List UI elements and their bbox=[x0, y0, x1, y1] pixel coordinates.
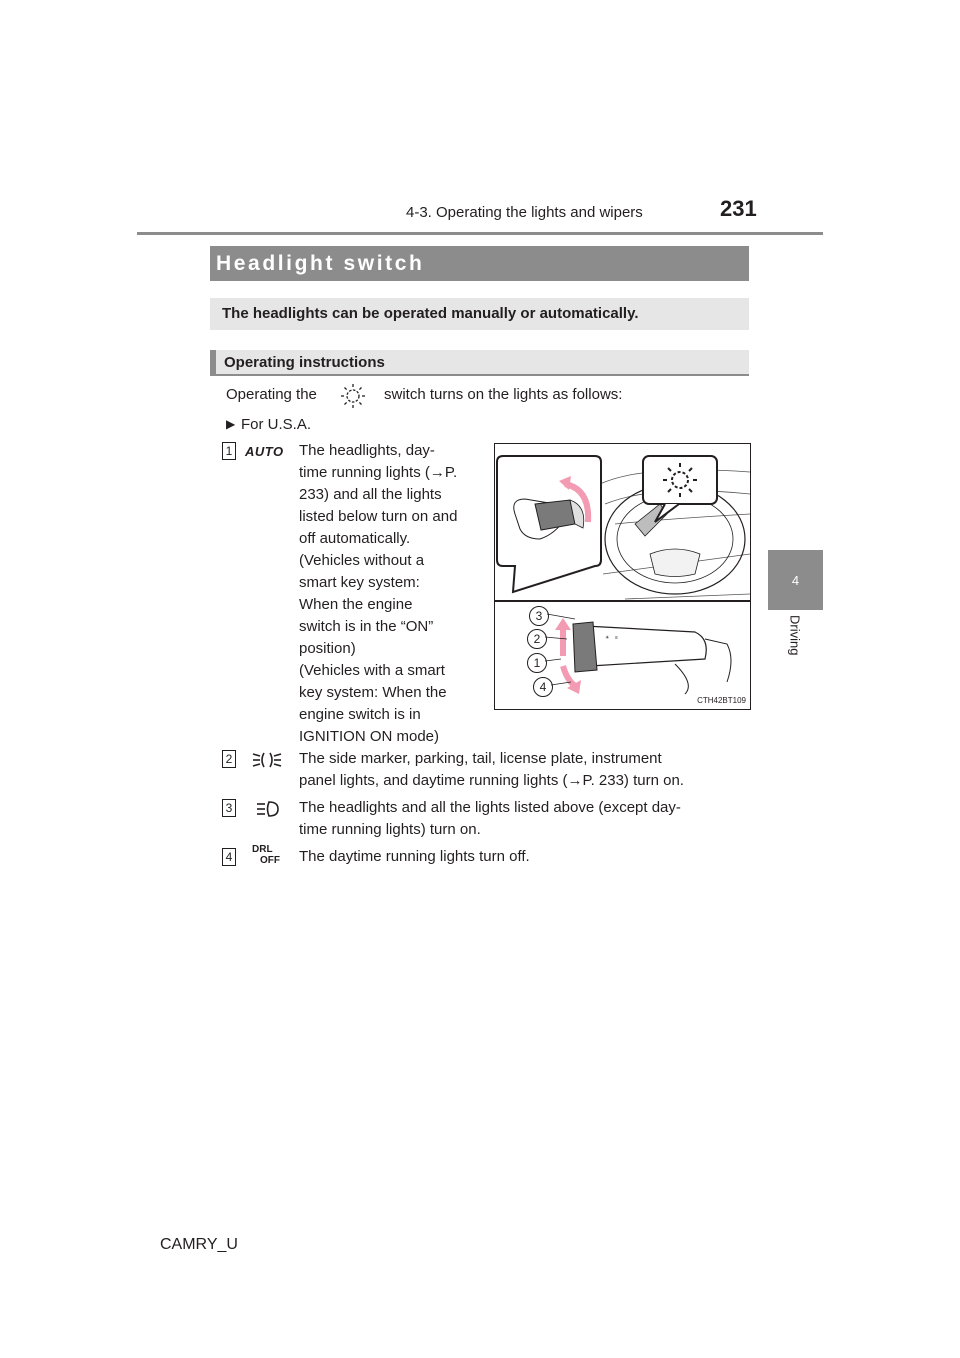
intro-box bbox=[210, 298, 749, 330]
headlight-icon bbox=[254, 799, 280, 819]
text-line: 233) and all the lights bbox=[299, 486, 442, 503]
drl-label: DRL bbox=[252, 844, 273, 855]
section-title-bar bbox=[210, 246, 749, 281]
text-line: (Vehicles with a smart bbox=[299, 662, 445, 679]
text-line: The side marker, parking, tail, license plate, instrument bbox=[299, 750, 662, 767]
text-line: time running lights (→P. bbox=[299, 464, 458, 481]
item-number-badge: 2 bbox=[222, 750, 236, 768]
callout-number: 3 bbox=[529, 606, 549, 626]
item-1-description bbox=[299, 440, 475, 748]
text-line: panel lights, and daytime running lights (→P. 233) turn on. bbox=[299, 772, 684, 789]
text-line: The headlights and all the lights listed above (except day- bbox=[299, 799, 681, 816]
svg-text:≡: ≡ bbox=[615, 635, 618, 641]
chapter-label: Driving bbox=[787, 615, 803, 656]
parking-lights-icon bbox=[250, 750, 284, 770]
item-3-description bbox=[299, 797, 745, 841]
text-line: position) bbox=[299, 640, 356, 657]
text-line: switch is in the “ON” bbox=[299, 618, 434, 635]
item-number-badge: 3 bbox=[222, 799, 236, 817]
text-line: (Vehicles without a bbox=[299, 552, 425, 569]
header-divider bbox=[137, 232, 823, 235]
section-title: Headlight switch bbox=[216, 252, 425, 275]
callout-number: 4 bbox=[533, 677, 553, 697]
sub-heading-text: Operating instructions bbox=[224, 354, 385, 371]
chapter-tab bbox=[768, 550, 823, 610]
sub-heading bbox=[210, 350, 749, 376]
region-label: For U.S.A. bbox=[241, 416, 312, 433]
text-line: When the engine bbox=[299, 596, 413, 613]
item-number-badge: 4 bbox=[222, 848, 236, 866]
text-line: off automatically. bbox=[299, 530, 411, 547]
text-line: The headlights, day- bbox=[299, 442, 435, 459]
off-label: OFF bbox=[260, 855, 280, 866]
region-arrow-icon: ▶ bbox=[226, 417, 236, 431]
chapter-number: 4 bbox=[791, 572, 800, 588]
operating-text-end: switch turns on the lights as follows: bbox=[384, 386, 623, 403]
text-line: listed below turn on and bbox=[299, 508, 458, 525]
page-number: 231 bbox=[720, 196, 757, 221]
svg-text:☀: ☀ bbox=[605, 635, 610, 641]
text-line: smart key system: bbox=[299, 574, 420, 591]
intro-text: The headlights can be operated manually or automatically. bbox=[222, 305, 639, 322]
headlight-switch-figure bbox=[494, 443, 751, 710]
operating-text-start: Operating the bbox=[226, 386, 317, 403]
text-line: IGNITION ON mode) bbox=[299, 728, 440, 745]
footer-model-code: CAMRY_U bbox=[160, 1236, 238, 1253]
auto-icon: AUTO bbox=[245, 444, 284, 459]
sub-heading-accent bbox=[210, 350, 216, 376]
text-line: engine switch is in bbox=[299, 706, 421, 723]
figure-caption: CTH42BT109 bbox=[697, 696, 746, 705]
text-line: key system: When the bbox=[299, 684, 447, 701]
drl-off-icon bbox=[252, 844, 286, 866]
light-switch-icon bbox=[340, 383, 366, 409]
item-4-description bbox=[299, 846, 745, 868]
text-line: The daytime running lights turn off. bbox=[299, 848, 530, 865]
item-2-description bbox=[299, 748, 745, 792]
callout-number: 1 bbox=[527, 653, 547, 673]
header-section-title: 4-3. Operating the lights and wipers bbox=[406, 204, 643, 221]
text-line: time running lights) turn on. bbox=[299, 821, 481, 838]
item-number-badge: 1 bbox=[222, 442, 236, 460]
callout-number: 2 bbox=[527, 629, 547, 649]
